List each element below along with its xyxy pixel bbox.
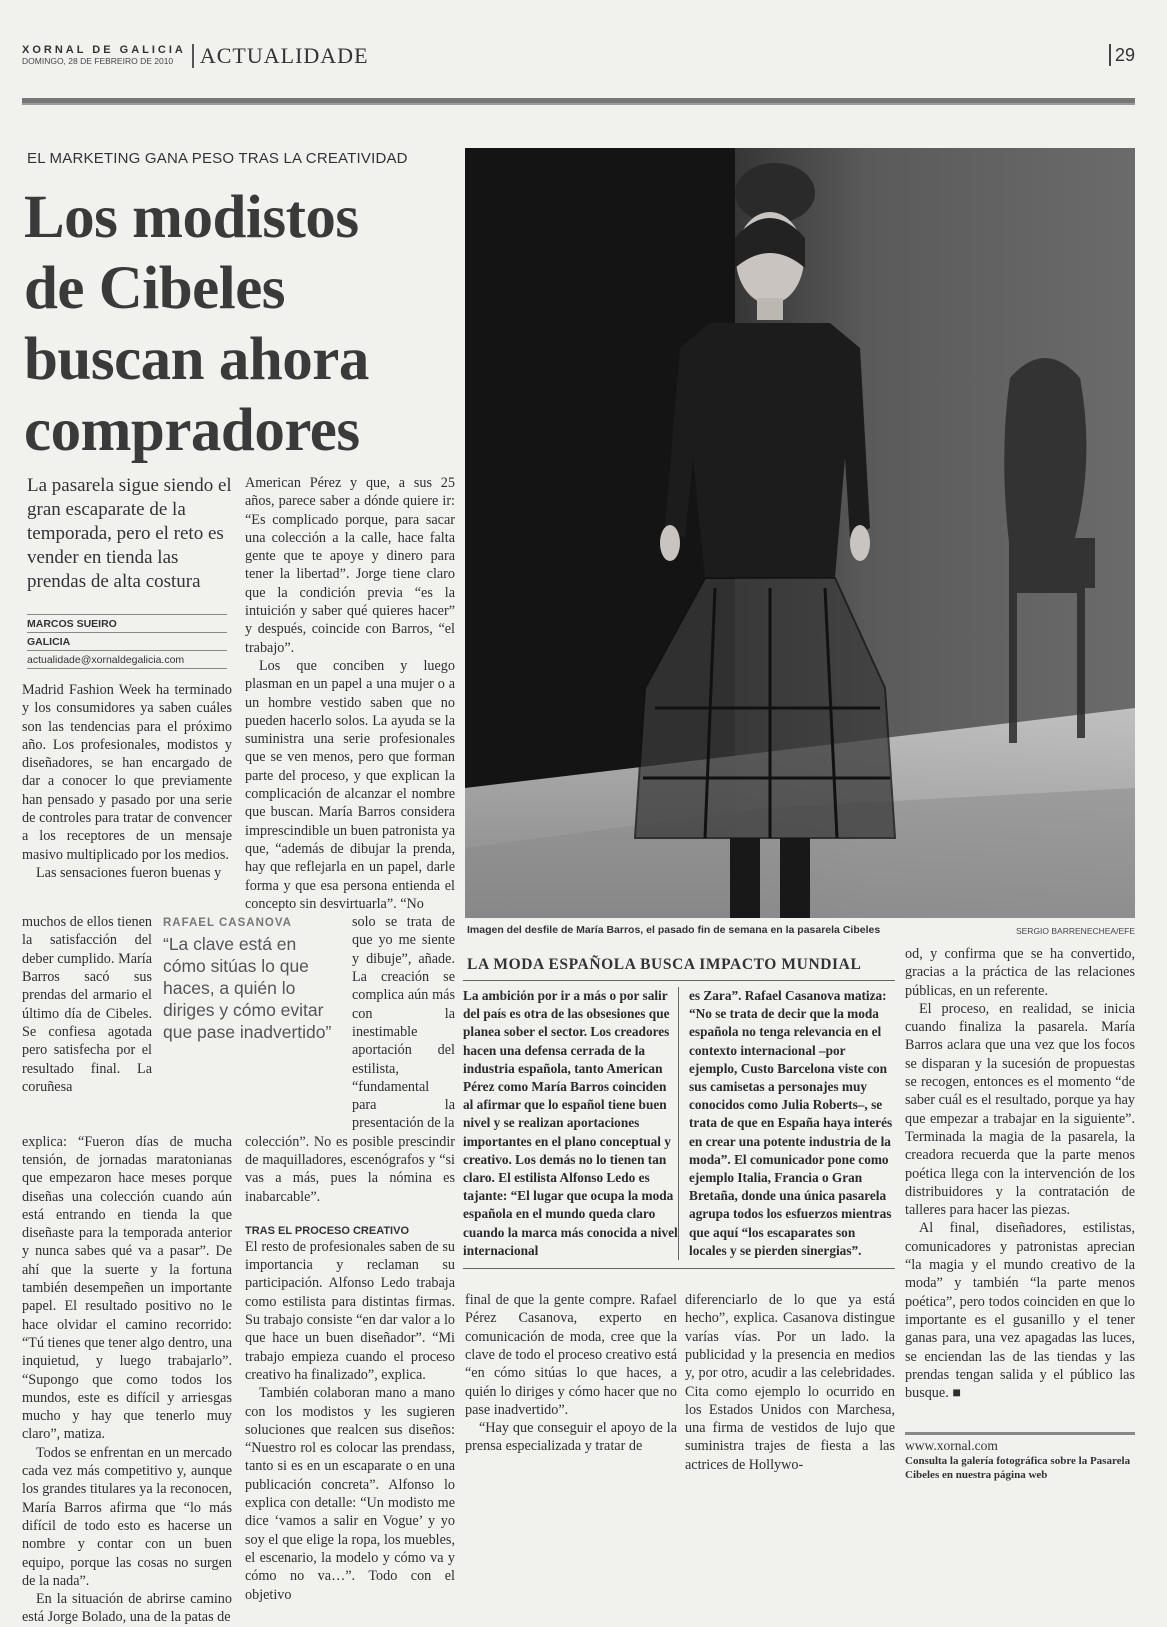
article-column-1-narrow: [22, 913, 152, 1096]
article-column-2: [245, 474, 455, 913]
article-column-4: [685, 1291, 895, 1474]
pull-quote-text: “La clave está en cómo sitúas lo que haces, a quién lo diriges y cómo evitar que pase inadvertido”: [163, 934, 332, 1043]
paragraph: solo se trata de que yo me siente y dibuje”, añade. La creación se complica aún más con la inestimable aportación del estilista, “fundamental para la presentación de la: [352, 914, 455, 1132]
byline: [27, 614, 227, 669]
byline-location: GALICIA: [27, 632, 227, 650]
publication-date: DOMINGO, 28 DE FEBREIRO DE 2010: [22, 56, 174, 66]
byline-author: MARCOS SUEIRO: [27, 614, 227, 632]
paragraph: “Hay que conseguir el apoyo de la prensa especializada y tratar de: [465, 1420, 677, 1455]
photo-caption: Imagen del desfile de María Barros, el pasado fin de semana en la pasarela Cibeles: [467, 924, 881, 936]
article-column-1: [22, 474, 232, 882]
sidebar-box-title: LA MODA ESPAÑOLA BUSCA IMPACTO MUNDIAL: [463, 948, 895, 981]
photo-credit: SERGIO BARRENECHEA/EFE: [1015, 926, 1135, 936]
article-column-2-cont: [245, 1133, 455, 1604]
web-promo: [905, 1432, 1135, 1482]
left-columns: [22, 474, 455, 1627]
article-column-2-narrow: [352, 913, 455, 1133]
masthead: [22, 44, 186, 66]
headline-line: compradores: [24, 397, 360, 464]
sidebar-box-right-text: es Zara”. Rafael Casanova matiza: “No se trata de decir que la moda española no tenga relevancia en el contexto internacional –por ejemplo, Custo Barcelona viste con sus camisetas a personajes muy conocidos como Julia Roberts–, se trata de que en España haya interés en crear una potente industria de la moda”. El comunicador pone como ejemplo Italia, Francia o Gran Bretaña, donde una única pasarela agrupa todos los esfuerzos mientras que aquí “los escaparates son locales y se pierden sinergias”.: [678, 987, 894, 1260]
paragraph: También colaboran mano a mano con los modistos y les sugieren soluciones que realcen sus diseños: “Nuestro rol es colocar las prendass, tanto si es en un escaparate o en una publicación concreta”. Alfonso lo explica con detalle: “Un modisto me dice ‘vamos a salir en Vogue’ y yo soy el que elige la ropa, los muebles, el escenario, la modelo y cómo va y cómo no va…”. Todo con el objetivo: [245, 1385, 455, 1603]
byline-email: actualidade@xornaldegalicia.com: [27, 650, 227, 669]
paragraph: colección”. No es posible prescindir de maquilladores, escenógrafos y “si vas a más, pues la nómina es inabarcable”.: [245, 1133, 455, 1205]
paragraph: Las sensaciones fueron buenas y: [36, 864, 222, 881]
runway-photo: [465, 148, 1135, 918]
paragraph: El proceso, en realidad, se inicia cuando finaliza la pasarela. María Barros aclara que una vez que los focos se disparan y la sucesión de propuestas se recogen, entonces es el momento “de saber cuál es el resultado, porque ya hay que empezar a trabajar en la siguiente”. Terminada la magia de la pasarela, la creadora recuerda que la parte menos poética llega con la intervención de los distribuidores y la contratación de talleres para hacer las piezas.: [905, 1000, 1135, 1219]
sidebar-box-left-text: La ambición por ir a más o por salir del país es otra de las obsesiones que planea sober el sector. Los creadores hacen una defensa cerrada de la industria española, tanto American Pérez como María Barros coinciden al afirmar que lo español tiene buen nivel y se realizan aportaciones importantes en el plano conceptual y creativo. Los demás no lo tienen tan claro. El estilista Alfonso Ledo es tajante: “El lugar que ocupa la moda española en el mundo queda claro cuando la marca más conocida a nivel internacional: [463, 988, 678, 1258]
page-number: 29: [1109, 44, 1135, 66]
paragraph: En la situación de abrirse camino está Jorge Bolado, una de la patas de: [22, 1591, 232, 1626]
article-column-5: [905, 945, 1135, 1402]
newspaper-name: XORNAL DE GALICIA: [22, 44, 186, 56]
pull-quote: [157, 913, 342, 1043]
headline-line: Los modistos: [24, 184, 359, 251]
kicker: EL MARKETING GANA PESO TRAS LA CREATIVIDAD: [27, 150, 408, 167]
subheading: TRAS EL PROCESO CREATIVO: [245, 1224, 410, 1237]
paragraph: Madrid Fashion Week ha terminado y los consumidores ya saben cuáles son las tendencias para el próximo año. Los profesionales, modistos y diseñadores, se han encargado de dar a conocer lo que previamente han pensado y pasado por una serie de controles para tratar de convencer a los receptores de un mensaje masivo multiplicado por los medios.: [22, 682, 232, 863]
article-column-1-top: [22, 681, 232, 882]
paragraph: American Pérez y que, a sus 25 años, parece saber a dónde quiere ir: “Es complicado porque, para sacar una colección a la calle, hace falta gente que te apoye y dinero para tener la libertad”. Jorge tiene claro que la condición previa “es la intuición y saber qué quieres hacer” y después, coincide con Barros, “el trabajo”.: [245, 475, 455, 656]
headline-line: buscan ahora: [24, 326, 369, 393]
paragraph: Al final, diseñadores, estilistas, comunicadores y patronistas aprecian “la magia y el mundo creativo de la moda” y también “la parte menos poética”, pero todos coinciden en que lo importante es el gusanillo y el tener ganas para, una vez apagadas las luces, se enciendan las de las tiendas y las prendas tengan salida y el público las busque. ■: [905, 1220, 1135, 1402]
article-column-1-cont: [22, 1133, 232, 1627]
paragraph: explica: “Fueron días de mucha tensión, de jornadas maratonianas que empezaron hace meses porque diseñas una colección cuando aún está entrando en tienda la que diseñaste para la temporada anterior y nunca sabes qué va a pasar”. De ahí que la suerte y la fortuna también desempeñen un importante papel. El resultado positivo no le hace olvidar el camino recorrido: “Tú tienes que tener algo dentro, una inquietud, y luego trabajarlo”. “Supongo que como todos los mundos, este es difícil y arriesgas mucho y hay que tenerlo muy claro”, matiza.: [22, 1133, 232, 1443]
runway-model-image: [465, 148, 1135, 918]
pull-quote-attribution: RAFAEL CASANOVA: [163, 917, 292, 930]
paragraph: muchos de ellos tienen la satisfacción del deber cumplido. María Barros sacó sus prendas del armario el último día de Cibeles. Se confiesa agotada pero satisfecha por el resultado final. La coruñesa: [22, 914, 152, 1095]
deck: La pasarela sigue siendo el gran escaparate de la temporada, pero el reto es vender en tienda las prendas de alta costura: [27, 475, 232, 592]
paragraph: od, y confirma que se ha convertido, gracias a la práctica de las relaciones públicas, en un referente.: [905, 946, 1135, 999]
header-rule: [22, 98, 1135, 105]
paragraph: El resto de profesionales saben de su importancia y reclaman su participación. Alfonso Ledo trabaja como estilista para distintas firmas. Su trabajo consiste “en dar valor a lo que hace un buen diseñador”. “Mi trabajo empieza cuando el proceso creativo ha finalizado”, explica.: [245, 1238, 455, 1383]
headline: [24, 182, 369, 466]
section-name: ACTUALIDADE: [192, 44, 369, 68]
right-column: [905, 945, 1135, 1482]
paragraph: Todos se enfrentan en un mercado cada vez más competitivo y, aunque los grandes titulares ya la reconocen, María Barros afirma que “lo más difícil de todo esto es hacerse un nombre y contar con un buen equipo, porque las cosas no surgen de la nada”.: [22, 1444, 232, 1589]
paragraph: Los que conciben y luego plasman en un papel a una mujer o a un hombre vestido saben que no pueden hacerlo solos. La ayuda se la suministra una serie profesionales que se ven menos, pero que forman parte del proceso, y que explican la complicación de alcanzar el nombre que buscan. María Barros considera imprescindible un buen patronista ya que, “además de dibujar la prenda, hay que reflejarla en un papel, darle forma y que esa persona entienda el concepto sin desvirtuarla”. “No: [245, 657, 455, 912]
paragraph: final de que la gente compre. Rafael Pérez Casanova, experto en comunicación de moda, cree que la clave de todo el proceso creativo está “en cómo sitúas lo que haces, a quién lo diriges y cómo hacer que no pase inadvertido”.: [465, 1292, 677, 1418]
page-header: [22, 44, 1135, 68]
headline-line: de Cibeles: [24, 255, 286, 322]
photo-caption-row: [467, 924, 1135, 936]
lower-center: [463, 948, 895, 1474]
web-promo-text: Consulta la galería fotográfica sobre la Pasarela Cibeles en nuestra página web: [905, 1455, 1131, 1482]
article-column-3: [465, 1291, 677, 1474]
web-promo-url[interactable]: www.xornal.com: [905, 1438, 998, 1454]
sidebar-box: [463, 948, 895, 1269]
paragraph: diferenciarlo de lo que ya está hecho”, explica. Casanova distingue varías vías. Por un lado. la publicidad y la presencia en medios y, por otro, acudir a las celebridades. Cita como ejemplo lo ocurrido en los Estados Unidos con Marchesa, una firma de vestidos de lujo que suministra trajes de fiesta a las actrices de Hollywo-: [685, 1292, 895, 1473]
